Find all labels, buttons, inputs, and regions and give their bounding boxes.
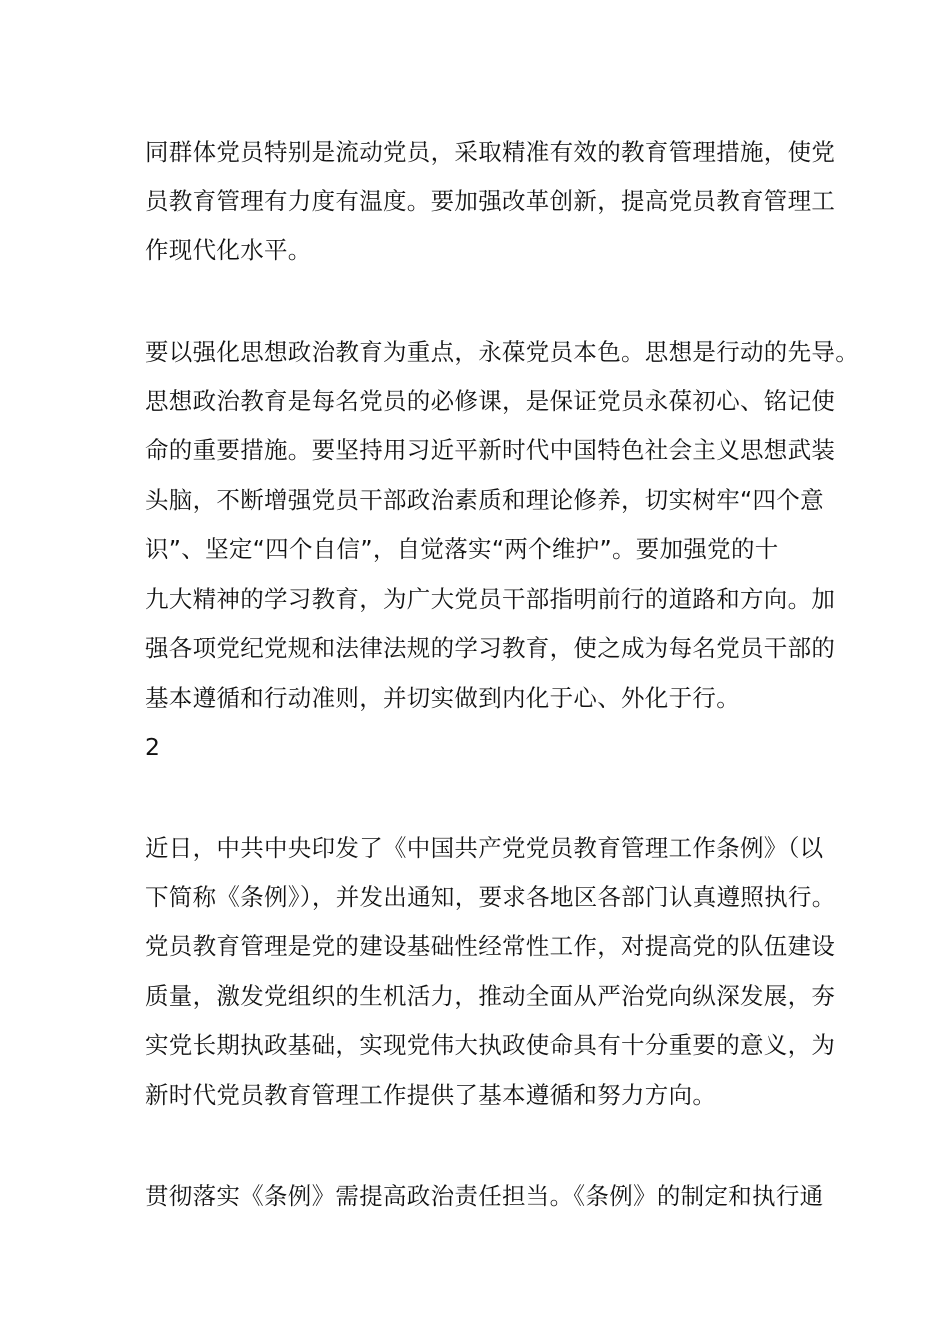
text-line: 命的重要措施。要坚持用习近平新时代中国特色社会主义思想武装 [145, 436, 836, 464]
text-line: 要以强化思想政治教育为重点，永葆党员本色。思想是行动的先导。 [145, 338, 859, 366]
text-line: 识”、坚定“四个自信”，自觉落实“两个维护”。要加强党的十 [145, 535, 779, 563]
text-line: 思想政治教育是每名党员的必修课，是保证党员永葆初心、铭记使 [145, 387, 836, 415]
text-line: 作现代化水平。 [145, 236, 312, 264]
text-line: 近日，中共中央印发了《中国共产党党员教育管理工作条例》（以 [145, 834, 824, 862]
text-line: 同群体党员特别是流动党员，采取精准有效的教育管理措施，使党 [145, 138, 836, 166]
text-line: 头脑，不断增强党员干部政治素质和理论修养，切实树牢“四个意 [145, 486, 824, 514]
text-line: 强各项党纪党规和法律法规的学习教育，使之成为每名党员干部的 [145, 634, 836, 662]
text-line: 质量，激发党组织的生机活力，推动全面从严治党向纵深发展，夯 [145, 982, 836, 1010]
text-line: 新时代党员教育管理工作提供了基本遵循和努力方向。 [145, 1081, 717, 1109]
text-line: 实党长期执政基础，实现党伟大执政使命具有十分重要的意义，为 [145, 1031, 836, 1059]
text-line: 九大精神的学习教育，为广大党员干部指明前行的道路和方向。加 [145, 585, 836, 613]
text-line: 下简称《条例》），并发出通知，要求各地区各部门认真遵照执行。 [145, 883, 836, 911]
text-line: 党员教育管理是党的建设基础性经常性工作，对提高党的队伍建设 [145, 932, 836, 960]
section-number: 2 [145, 733, 161, 761]
text-line: 员教育管理有力度有温度。要加强改革创新，提高党员教育管理工 [145, 187, 836, 215]
text-line: 基本遵循和行动准则，并切实做到内化于心、外化于行。 [145, 684, 740, 712]
text-line: 贯彻落实《条例》需提高政治责任担当。《条例》的制定和执行通 [145, 1182, 824, 1210]
